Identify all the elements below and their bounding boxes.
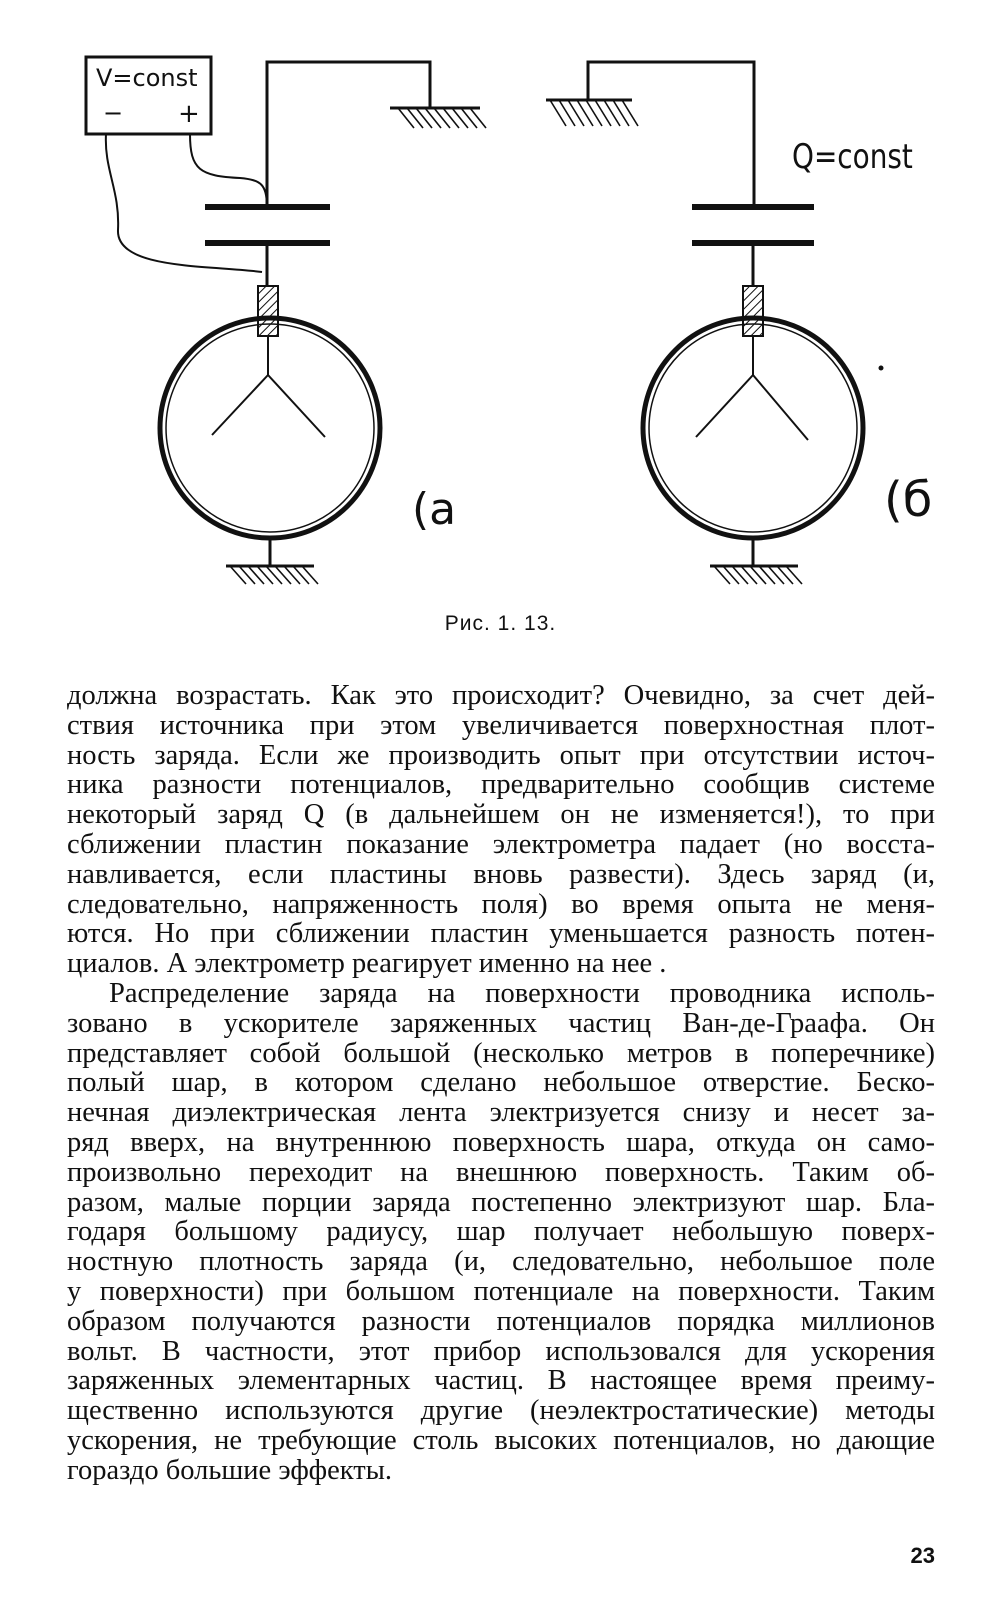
text-line: ряд вверх, на внутреннюю поверхность шара, откуда он само-: [67, 1127, 935, 1158]
text-line: полый шар, в котором сделано небольшое отверстие. Беско-: [67, 1068, 935, 1099]
text-line: некоторый заряд Q (в дальнейшем он не изменяется!), то при: [67, 800, 935, 830]
charge-const-label: Q=const: [792, 137, 913, 177]
text-line: Распределение заряда на поверхности проводника исполь-: [109, 978, 935, 1009]
electrometer-leaf-right-a: [268, 375, 325, 437]
text-line: нечная диэлектрическая лента электризуется снизу и несет за-: [67, 1098, 935, 1128]
electrometer-leaf-right-b: [753, 375, 808, 440]
text-line: зовано в ускорителе заряженных частиц Ван-де-Граафа. Он: [67, 1008, 935, 1039]
text-line: ность заряда. Если же производить опыт при отсутствии источ-: [67, 740, 935, 771]
source-plus-wire: [190, 134, 267, 205]
text-line: щественно используются другие (неэлектростатические) методы: [67, 1396, 935, 1426]
insulator-b: [743, 286, 763, 336]
source-minus-wire: [106, 134, 262, 272]
text-line: ются. Но при сближении пластин уменьшается разность потен-: [67, 919, 935, 950]
electrometer-leaf-left-b: [696, 375, 753, 437]
page-number: 23: [910, 1543, 935, 1568]
text-line: произвольно переходит на внешнюю поверхность. Таким об-: [67, 1157, 935, 1188]
minus-terminal-label: −: [103, 99, 124, 127]
text-line: циалов. А электрометр реагирует именно на нее .: [67, 949, 667, 979]
figure-caption: Рис. 1. 13.: [444, 612, 557, 635]
electrometer-case-a: [160, 318, 380, 538]
body-text: [67, 681, 935, 1486]
text-line: навливается, если пластины вновь развести). Здесь заряд (и,: [67, 859, 935, 890]
subfigure-label-b: (б: [884, 472, 933, 528]
ground-hatch-top-a: [398, 108, 486, 128]
plus-terminal-label: +: [178, 99, 200, 129]
text-line: ускорения, не требующие столь высоких потенциалов, но дающие: [67, 1425, 935, 1456]
upper-plate-lead-a: [267, 62, 430, 205]
figure-1-13: [0, 0, 1001, 600]
text-line: разом, малые порции заряда постепенно электризуют шар. Бла-: [67, 1187, 935, 1218]
text-line: заряженных элементарных частиц. В настоящее время преиму-: [67, 1366, 935, 1397]
text-line: следовательно, напряженность поля) во время опыта не меня-: [67, 889, 935, 920]
text-line: сближении пластин показание электрометра падает (но восста-: [67, 829, 935, 860]
voltage-const-label: V=const: [96, 64, 198, 92]
subfigure-label-a: (a: [412, 484, 457, 535]
upper-plate-lead-b: [588, 62, 754, 205]
text-line: гораздо большие эффекты.: [67, 1455, 392, 1486]
text-line: годаря большому радиусу, шар получает небольшую поверх-: [67, 1217, 935, 1248]
ground-hatch-top-b: [550, 100, 638, 126]
text-line: должна возрастать. Как это происходит? Очевидно, за счет дей-: [67, 681, 935, 711]
text-line: ностную плотность заряда (и, следовательно, небольшое поле: [67, 1247, 935, 1277]
text-line: представляет собой большой (несколько метров в поперечнике): [67, 1038, 935, 1069]
electrometer-leaf-left-a: [212, 375, 268, 435]
paragraph-1: [67, 681, 935, 979]
text-line: ствия источника при этом увеличивается поверхностная плот-: [67, 710, 935, 741]
text-line: у поверхности) при большом потенциале на поверхности. Таким: [67, 1276, 935, 1307]
text-line: вольт. В частности, этот прибор использовался для ускорения: [67, 1336, 935, 1367]
ground-hatch-bottom-b: [714, 566, 802, 584]
ground-hatch-bottom-a: [230, 566, 318, 584]
text-line: ника разности потенциалов, предварительно сообщив системе: [67, 770, 935, 801]
text-line: образом получаются разности потенциалов порядка миллионов: [67, 1306, 935, 1337]
insulator-a: [258, 286, 278, 336]
paragraph-2: [67, 979, 935, 1486]
